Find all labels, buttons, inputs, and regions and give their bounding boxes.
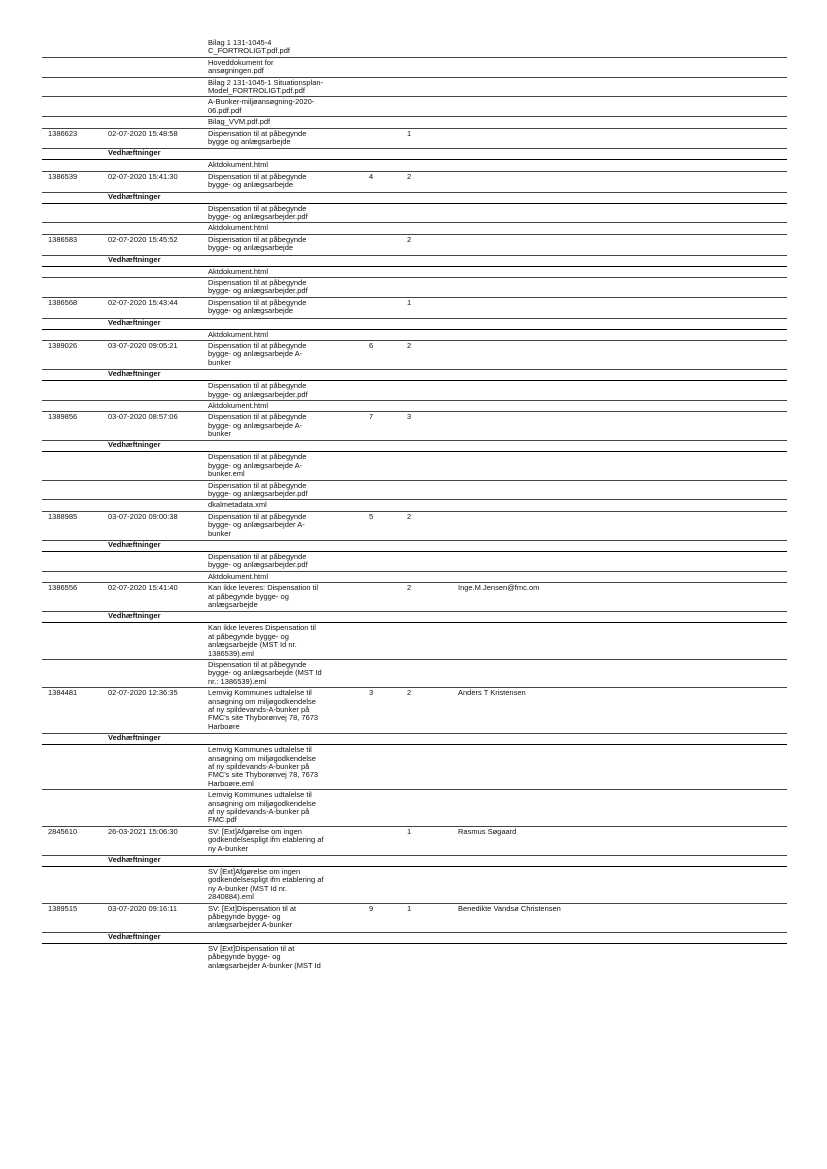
attachment-filename: Dispensation til at påbegynde bygge- og anlægsarbejder.pdf — [208, 381, 308, 399]
attachment-row — [42, 78, 787, 98]
attachment-count: 1 — [407, 826, 412, 836]
attachment-row — [42, 38, 787, 58]
attachment-row — [42, 623, 787, 660]
document-number: 6 — [369, 340, 374, 350]
attachment-count: 2 — [407, 511, 412, 521]
attachment-count: 2 — [407, 234, 412, 244]
attachment-row — [42, 117, 787, 128]
document-row — [42, 298, 787, 319]
document-title: Dispensation til at påbegynde bygge- og anlægsarbejde — [208, 297, 307, 316]
document-title: Dispensation til at påbegynde bygge- og anlægsarbejde — [208, 171, 307, 190]
attachment-count: 2 — [407, 340, 412, 350]
attachments-header-row — [42, 256, 787, 267]
attachment-row — [42, 267, 787, 278]
document-date: 03-07-2020 09:00:38 — [108, 511, 178, 521]
attachment-filename: Dispensation til at påbegynde bygge- og anlægsarbejder.pdf — [208, 480, 308, 499]
document-row — [42, 512, 787, 541]
attachment-filename: Aktdokument.html — [208, 329, 269, 339]
document-number: 7 — [369, 412, 374, 422]
attachments-label: Vedhæftninger — [108, 191, 161, 201]
document-date: 02-07-2020 15:41:30 — [108, 171, 178, 181]
attachment-row — [42, 745, 787, 790]
document-number: 5 — [369, 511, 374, 521]
attachment-row — [42, 572, 787, 583]
document-id: 1386539 — [48, 171, 78, 181]
document-title: Lemvig Kommunes udtalelse til ansøgning om miljøgodkendelse af ny spildevands-A-bunker på FMC's site Thyborønvej 78, 7673 Harboøre — [208, 688, 319, 731]
document-title: SV: [Ext]Afgørelse om ingen godkendelsespligt ifm etablering af ny A-bunker — [208, 826, 324, 853]
document-id: 1388985 — [48, 511, 78, 521]
document-title: SV: [Ext]Dispensation til at påbegynde bygge- og anlægsarbejder A-bunker — [208, 903, 297, 930]
attachments-header-row — [42, 541, 787, 552]
attachment-row — [42, 452, 787, 480]
attachment-filename: Kan ikke leveres Dispensation til at påbegynde bygge- og anlægsarbejde (MST Id nr. 1386539).eml — [208, 623, 316, 658]
document-title: Dispensation til at påbegynde bygge- og anlægsarbejde A- bunker — [208, 340, 307, 367]
attachment-row — [42, 660, 787, 688]
attachment-filename: Dispensation til at påbegynde bygge- og anlægsarbejder.pdf — [208, 203, 308, 221]
attachment-row — [42, 381, 787, 401]
attachment-count: 1 — [407, 903, 412, 913]
attachment-row — [42, 867, 787, 904]
attachments-header-row — [42, 370, 787, 381]
attachment-row — [42, 204, 787, 224]
attachment-row — [42, 160, 787, 171]
document-date: 26-03-2021 15:06:30 — [108, 826, 178, 836]
document-id: 1384481 — [48, 688, 78, 698]
document-id: 1386583 — [48, 234, 78, 244]
document-row — [42, 412, 787, 441]
attachment-row — [42, 401, 787, 412]
attachments-header-row — [42, 193, 787, 204]
document-title: Dispensation til at påbegynde bygge- og anlægsarbejde — [208, 234, 307, 253]
document-id: 1389856 — [48, 412, 78, 422]
attachment-filename: Dispensation til at påbegynde bygge- og anlægsarbejder.pdf — [208, 277, 308, 296]
attachment-row — [42, 223, 787, 234]
attachment-filename: Hoveddokument for ansøgningen.pdf — [208, 57, 274, 76]
attachments-header-row — [42, 149, 787, 160]
attachment-row — [42, 790, 787, 827]
document-date: 02-07-2020 15:43:44 — [108, 297, 178, 307]
document-id: 1389026 — [48, 340, 78, 350]
attachment-filename: SV [Ext]Dispensation til at påbegynde bygge- og anlægsarbejder A-bunker (MST Id — [208, 943, 321, 970]
attachment-count: 1 — [407, 297, 412, 307]
document-date: 02-07-2020 15:45:52 — [108, 234, 178, 244]
document-sender: Benedikte Vandsø Christensen — [458, 903, 561, 913]
attachment-filename: Bilag 1 131-1045-4 C_FORTROLIGT.pdf.pdf — [208, 38, 290, 56]
attachment-filename: Aktdokument.html — [208, 160, 269, 170]
attachments-label: Vedhæftninger — [108, 440, 161, 450]
document-number: 9 — [369, 903, 374, 913]
attachments-header-row — [42, 612, 787, 623]
document-row — [42, 583, 787, 612]
document-row — [42, 172, 787, 193]
document-number: 3 — [369, 688, 374, 698]
attachment-count: 3 — [407, 412, 412, 422]
attachment-count: 1 — [407, 128, 412, 138]
document-title: Dispensation til at påbegynde bygge- og anlægsarbejde A- bunker — [208, 412, 307, 439]
document-id: 2845610 — [48, 826, 78, 836]
document-sender: Inge.M.Jensen@fmc.om — [458, 583, 540, 593]
document-date: 03-07-2020 09:05:21 — [108, 340, 178, 350]
attachments-label: Vedhæftninger — [108, 148, 161, 158]
attachment-filename: Aktdokument.html — [208, 400, 269, 410]
document-number: 4 — [369, 171, 374, 181]
attachments-label: Vedhæftninger — [108, 854, 161, 864]
attachment-filename: Aktdokument.html — [208, 571, 269, 581]
attachment-filename: Aktdokument.html — [208, 266, 269, 276]
attachments-header-row — [42, 856, 787, 867]
document-title: Dispensation til at påbegynde bygge- og anlægsarbejder A- bunker — [208, 511, 307, 538]
attachments-header-row — [42, 441, 787, 452]
document-table — [42, 38, 787, 971]
document-date: 02-07-2020 15:41:40 — [108, 583, 178, 593]
attachment-row — [42, 330, 787, 341]
attachment-filename: dkalmetadata.xml — [208, 500, 267, 510]
document-date: 03-07-2020 08:57:06 — [108, 412, 178, 422]
attachment-filename: Lemvig Kommunes udtalelse til ansøgning om miljøgodkendelse af ny spildevands-A-bunker på FMC's site Thyborønvej 78, 7673 Harboøre.eml — [208, 745, 319, 788]
attachments-label: Vedhæftninger — [108, 611, 161, 621]
attachment-count: 2 — [407, 688, 412, 698]
attachment-filename: SV [Ext]Afgørelse om ingen godkendelsespligt ifm etablering af ny A-bunker (MST Id nr. 2840884).eml — [208, 866, 324, 902]
document-row — [42, 904, 787, 933]
attachments-header-row — [42, 933, 787, 944]
document-row — [42, 235, 787, 256]
attachments-label: Vedhæftninger — [108, 369, 161, 379]
attachments-label: Vedhæftninger — [108, 733, 161, 743]
attachment-row — [42, 481, 787, 501]
document-date: 02-07-2020 15:48:58 — [108, 128, 178, 138]
attachment-filename: Dispensation til at påbegynde bygge- og anlægsarbejder.pdf — [208, 552, 308, 570]
attachments-label: Vedhæftninger — [108, 254, 161, 264]
document-sender: Rasmus Søgaard — [458, 826, 517, 836]
attachment-row — [42, 58, 787, 78]
attachments-label: Vedhæftninger — [108, 540, 161, 550]
attachment-filename: Bilag 2 131-1045-1 Situationsplan- Model_FORTROLIGT.pdf.pdf — [208, 77, 324, 95]
document-id: 1386568 — [48, 297, 78, 307]
document-sender: Anders T Kristensen — [458, 688, 526, 698]
document-id: 1389515 — [48, 903, 78, 913]
attachments-label: Vedhæftninger — [108, 931, 161, 941]
document-row — [42, 688, 787, 734]
attachment-filename: Dispensation til at påbegynde bygge- og anlægsarbejde (MST Id nr.: 1386539).eml — [208, 660, 322, 686]
attachments-label: Vedhæftninger — [108, 317, 161, 327]
attachment-filename: Dispensation til at påbegynde bygge- og anlægsarbejde A- bunker.eml — [208, 452, 307, 479]
attachment-row — [42, 552, 787, 572]
attachment-row — [42, 278, 787, 298]
document-date: 02-07-2020 12:36:35 — [108, 688, 178, 698]
attachment-filename: A-Bunker-miljøansøgning-2020- 06.pdf.pdf — [208, 97, 315, 115]
document-title: Dispensation til at påbegynde bygge og anlægsarbejde — [208, 128, 307, 146]
document-title: Kan ikke leveres: Dispensation til at påbegynde bygge- og anlægsarbejde — [208, 583, 319, 610]
document-row — [42, 341, 787, 370]
attachment-filename: Bilag_VVM.pdf.pdf — [208, 117, 271, 127]
document-row — [42, 129, 787, 150]
attachment-count: 2 — [407, 171, 412, 181]
attachment-filename: Aktdokument.html — [208, 223, 269, 233]
document-row — [42, 827, 787, 856]
attachment-row — [42, 944, 787, 971]
document-id: 1386623 — [48, 128, 78, 138]
attachment-row — [42, 500, 787, 511]
attachment-filename: Lemvig Kommunes udtalelse til ansøgning om miljøgodkendelse af ny spildevands-A-bunker på FMC.pdf — [208, 790, 316, 825]
document-date: 03-07-2020 09:16:11 — [108, 903, 178, 913]
attachment-row — [42, 97, 787, 117]
attachment-count: 2 — [407, 583, 412, 593]
attachments-header-row — [42, 734, 787, 745]
attachments-header-row — [42, 319, 787, 330]
document-id: 1386556 — [48, 583, 78, 593]
